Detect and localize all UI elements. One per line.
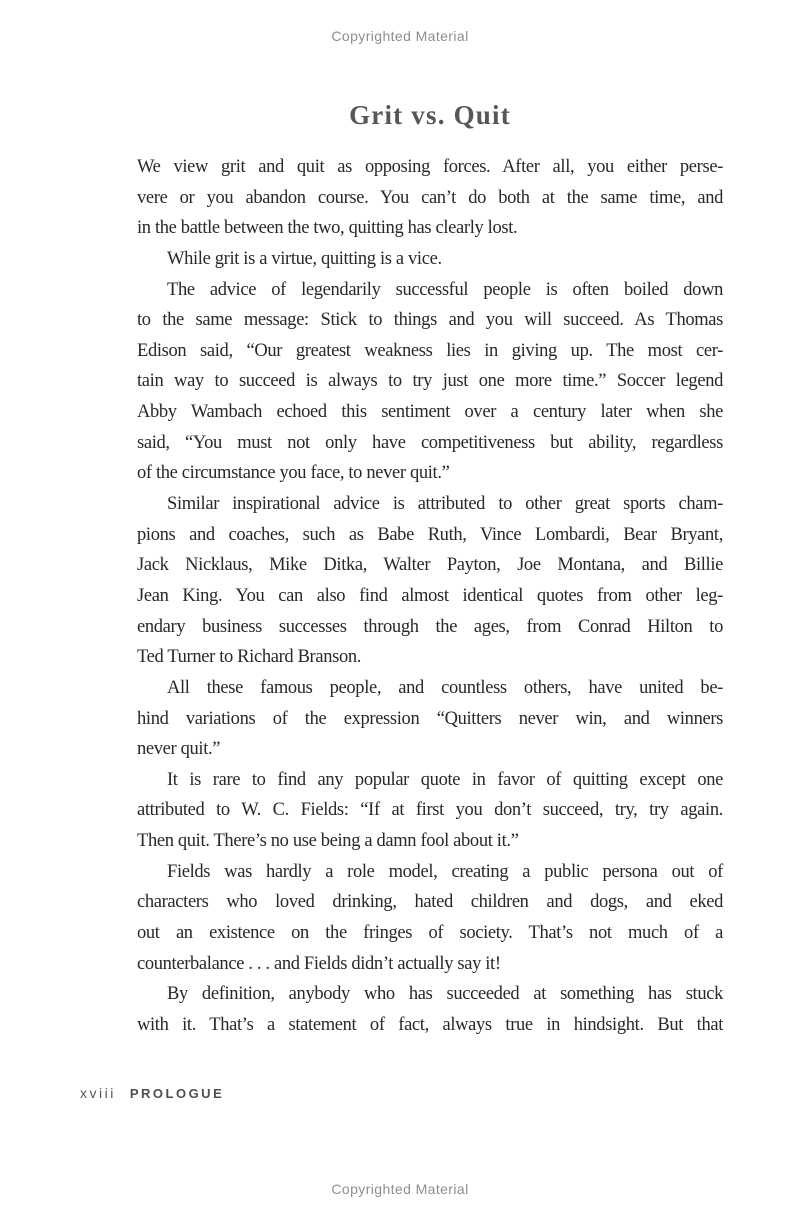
text-line: We view grit and quit as opposing forces. After all, you either perse- [137,157,723,177]
text-line: attributed to W. C. Fields: “If at first you don’t succeed, try, try again. [137,800,723,821]
text-line: Similar inspirational advice is attributed to other great sports cham- [167,494,723,515]
text-line: By definition, anybody who has succeeded at something has stuck [167,984,723,1005]
text-line: never quit.” [137,739,221,760]
copyright-notice-top: Copyrighted Material [331,28,469,44]
text-line: of the circumstance you face, to never quit.” [137,463,450,484]
page-number: xviii [80,1085,116,1101]
text-line: hind variations of the expression “Quitters never win, and winners [137,708,723,729]
text-line: said, “You must not only have competitiveness but ability, regardless [137,432,723,453]
text-line: It is rare to find any popular quote in favor of quitting except one [167,769,723,790]
text-line: counterbalance . . . and Fields didn’t actually say it! [137,953,501,974]
text-line: Jack Nicklaus, Mike Ditka, Walter Payton, Joe Montana, and Billie [137,555,723,576]
text-line: Then quit. There’s no use being a damn fool about it.” [137,831,519,852]
copyright-notice-bottom: Copyrighted Material [331,1181,469,1197]
text-line: endary business successes through the ages, from Conrad Hilton to [137,616,723,637]
section-label: PROLOGUE [129,1086,225,1101]
text-line: Fields was hardly a role model, creating a public persona out of [167,861,723,882]
text-line: Edison said, “Our greatest weakness lies in giving up. The most cer- [137,340,723,361]
text-line: The advice of legendarily successful people is often boiled down [167,279,723,300]
text-line: While grit is a virtue, quitting is a vice. [167,248,442,269]
text-line: All these famous people, and countless others, have united be- [167,677,723,698]
text-line: out an existence on the fringes of society. That’s not much of a [137,923,723,944]
text-line: pions and coaches, such as Babe Ruth, Vince Lombardi, Bear Bryant, [137,524,723,545]
text-line: Jean King. You can also find almost identical quotes from other leg- [137,585,723,606]
body-text [137,152,723,1041]
text-line: Abby Wambach echoed this sentiment over a century later when she [137,402,723,423]
text-line: tain way to succeed is always to try just one more time.” Soccer legend [137,371,723,392]
text-line: Ted Turner to Richard Branson. [137,647,362,668]
text-line: characters who loved drinking, hated children and dogs, and eked [137,892,723,913]
text-line: with it. That’s a statement of fact, always true in hindsight. But that [137,1014,723,1035]
text-line: vere or you abandon course. You can’t do both at the same time, and [137,187,723,208]
text-line: in the battle between the two, quitting has clearly lost. [137,218,518,239]
text-line: to the same message: Stick to things and you will succeed. As Thomas [137,310,723,331]
page-footer [80,1085,224,1101]
chapter-title: Grit vs. Quit [349,100,511,130]
